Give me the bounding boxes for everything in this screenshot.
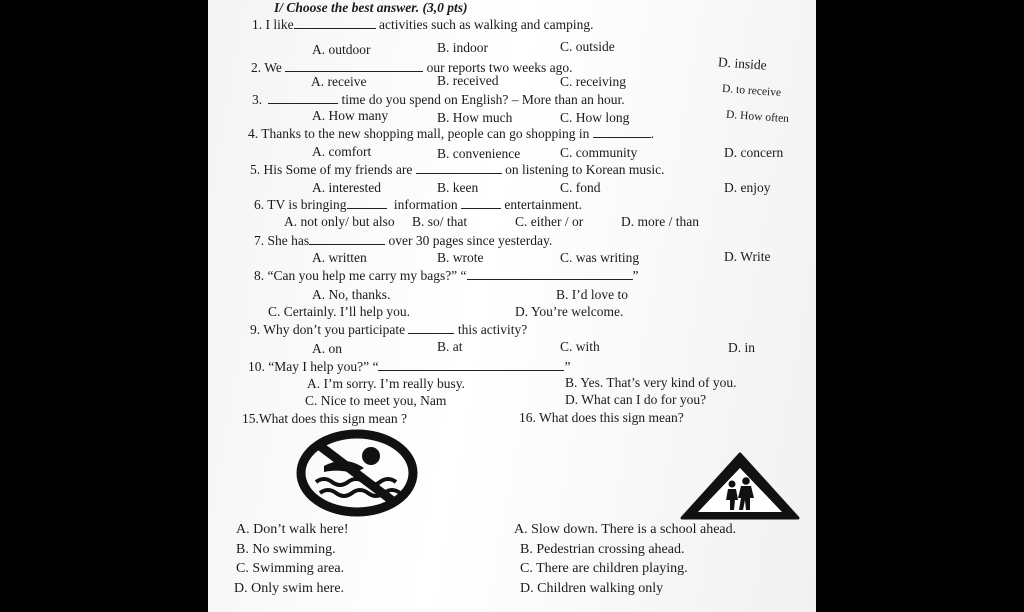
q1-option-c: C. outside [560, 39, 615, 54]
q6-option-a: A. not only/ but also [284, 214, 395, 229]
question-7 [254, 233, 552, 248]
q5-blank [416, 162, 502, 174]
q15-option-c: C. Swimming area. [236, 561, 345, 576]
q3-number: 3. [252, 92, 263, 107]
no-swimming-sign-icon [294, 428, 420, 518]
q1-number: 1. [252, 17, 263, 32]
q3-option-d: D. How often [725, 108, 790, 126]
q10-text-after: ” [564, 359, 571, 374]
q9-option-b: B. at [437, 339, 463, 354]
q4-option-d: D. concern [724, 145, 784, 160]
q7-number: 7. [254, 233, 265, 248]
q7-option-b: B. wrote [437, 250, 484, 265]
q10-number: 10. [248, 359, 265, 374]
q9-option-a: A. on [312, 341, 342, 356]
q4-text-before: Thanks to the new shopping mall, people can go shopping in [261, 126, 590, 141]
question-5 [250, 162, 664, 177]
q10-blank [378, 359, 564, 371]
q5-option-c: C. fond [560, 180, 601, 195]
q1-text-after: activities such as walking and camping. [379, 17, 594, 32]
q16-option-a: A. Slow down. There is a school ahead. [514, 522, 737, 537]
q10-text-before: “May I help you?” “ [268, 359, 379, 374]
q1-option-a: A. outdoor [312, 42, 371, 57]
q1-blank [294, 17, 376, 29]
q5-option-b: B. keen [437, 180, 479, 195]
q6-blank-2 [461, 197, 501, 209]
q4-option-c: C. community [560, 145, 638, 160]
q5-text-before: His Some of my friends are [263, 162, 413, 177]
q8-option-b: B. I’d love to [556, 287, 628, 302]
q8-option-a: A. No, thanks. [312, 287, 391, 302]
q6-option-c: C. either / or [515, 214, 584, 229]
q8-option-c: C. Certainly. I’ll help you. [268, 304, 410, 319]
section-title: I/ Choose the best answer. (3,0 pts) [274, 0, 468, 15]
q2-option-d: D. to receive [721, 82, 782, 100]
q9-text-before: Why don’t you participate [263, 322, 406, 337]
q7-text-before: She has [267, 233, 310, 248]
q3-option-a: A. How many [312, 108, 389, 123]
question-10 [248, 359, 570, 374]
q9-option-d: D. in [728, 340, 755, 355]
q4-blank [593, 126, 651, 138]
q2-text-after: our reports two weeks ago. [426, 60, 573, 75]
q1-text-before: I like [265, 17, 294, 32]
q15-option-b: B. No swimming. [236, 542, 336, 557]
q4-number: 4. [248, 126, 259, 141]
q10-option-d: D. What can I do for you? [565, 392, 707, 407]
q6-text-before: TV is bringing [267, 197, 347, 212]
q3-blank [268, 92, 338, 104]
q1-option-b: B. indoor [437, 40, 489, 55]
q8-text-after: ” [632, 268, 639, 283]
q6-option-b: B. so/ that [412, 214, 468, 229]
q8-text-before: “Can you help me carry my bags?” “ [267, 268, 467, 283]
q4-option-b: B. convenience [437, 146, 521, 161]
q2-blank [285, 60, 423, 72]
school-children-warning-sign-icon [678, 450, 802, 522]
q6-number: 6. [254, 197, 265, 212]
q15-option-a: A. Don’t walk here! [236, 522, 349, 537]
q4-text-after: . [650, 126, 655, 141]
q2-number: 2. [251, 60, 262, 75]
q7-option-d: D. Write [724, 249, 771, 264]
q7-text-after: over 30 pages since yesterday. [388, 233, 553, 248]
q2-option-a: A. receive [311, 74, 367, 89]
q9-number: 9. [250, 322, 261, 337]
q9-blank [408, 322, 454, 334]
q4-option-a: A. comfort [312, 144, 372, 159]
q2-text-before: We [264, 60, 282, 75]
question-15: 15.What does this sign mean ? [242, 411, 407, 426]
question-9 [250, 322, 527, 337]
question-1 [252, 17, 593, 32]
q3-option-b: B. How much [437, 110, 513, 125]
q2-option-b: B. received [437, 73, 499, 88]
q10-option-a: A. I’m sorry. I’m really busy. [307, 376, 465, 391]
q10-option-b: B. Yes. That’s very kind of you. [565, 375, 737, 390]
q5-text-after: on listening to Korean music. [505, 162, 665, 177]
q7-option-c: C. was writing [560, 250, 640, 265]
q10-option-c: C. Nice to meet you, Nam [305, 393, 447, 408]
q3-option-c: C. How long [560, 110, 630, 125]
q16-option-c: C. There are children playing. [520, 561, 688, 576]
q2-option-c: C. receiving [560, 74, 626, 89]
q6-blank-1 [347, 197, 387, 209]
exam-paper [208, 0, 816, 612]
q5-number: 5. [250, 162, 261, 177]
q7-blank [309, 233, 385, 245]
q5-option-a: A. interested [312, 180, 381, 195]
q9-text-after: this activity? [457, 322, 528, 337]
q8-number: 8. [254, 268, 265, 283]
question-4 [248, 126, 654, 141]
question-16: 16. What does this sign mean? [519, 410, 684, 425]
q8-blank [467, 268, 633, 280]
q16-option-b: B. Pedestrian crossing ahead. [520, 542, 685, 557]
q5-option-d: D. enjoy [724, 180, 771, 195]
question-3 [252, 92, 625, 107]
q1-option-d: D. inside [717, 54, 768, 73]
q8-option-d: D. You’re welcome. [515, 304, 624, 319]
q6-text-after: entertainment. [504, 197, 582, 212]
q9-option-c: C. with [560, 339, 600, 354]
q6-text-mid: information [393, 197, 458, 212]
q15-option-d: D. Only swim here. [234, 581, 345, 596]
q3-text-after: time do you spend on English? – More than an hour. [341, 92, 625, 107]
question-8 [254, 268, 639, 283]
question-2 [251, 60, 573, 75]
q6-option-d: D. more / than [621, 214, 699, 229]
q7-option-a: A. written [312, 250, 367, 265]
q16-option-d: D. Children walking only [520, 581, 664, 596]
question-6 [254, 197, 582, 212]
